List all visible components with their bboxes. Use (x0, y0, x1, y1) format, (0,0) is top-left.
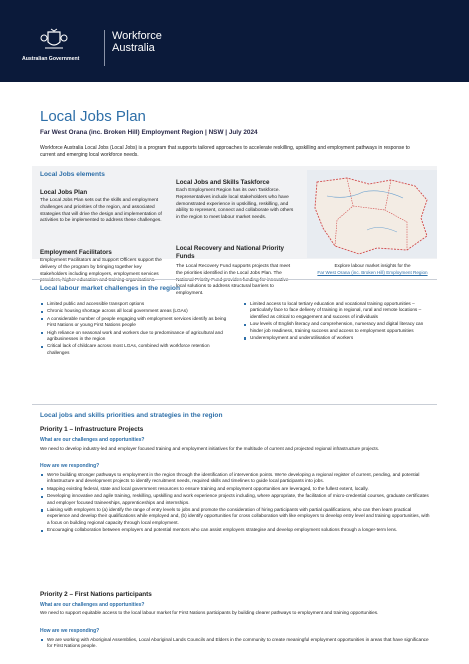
challenges-heading: Local labour market challenges in the region (40, 285, 180, 292)
list-item: Limited access to local tertiary education and vocational training opportunities – particularly face to face delivery of training in regional, rural and remote locations – identified as critical to engagement and success of individuals (243, 301, 433, 320)
brand-line-2: Australia (112, 42, 155, 54)
banner-divider (104, 30, 105, 66)
recovery-text: The Local Recovery Fund supports projects that meet the priorities identified in the Local Jobs Plan. The National Priority Fund provides funding for innovative local solutions to address structural barriers to employment. (176, 264, 291, 297)
section-divider (32, 279, 437, 280)
header-banner (0, 0, 469, 82)
challenges-list-left (40, 301, 230, 357)
map-caption-text: Explore labour market insights for the (334, 263, 411, 268)
region-map (307, 170, 437, 258)
labour-market-insights-link[interactable]: Far West Orana (inc. Broken Hill) Employment Region (317, 269, 428, 275)
taskforce-title: Local Jobs and Skills Taskforce (176, 179, 270, 186)
list-item: We're building stronger pathways to employment in the region through the identification of intervention points. We're developing a regional register of current, pending, and potential infrastructure and development projects to identify recruitment needs, required skills and timelines to guide local participants into jobs. (40, 472, 432, 485)
priority-2-response-heading: How are we responding? (40, 628, 100, 634)
government-name: Australian Government (22, 56, 80, 62)
workforce-australia-logo (112, 30, 162, 54)
priority-2-challenges-text: We need to support equitable access to the local labour market for First Nations participants by building clearer pathways to employment and training opportunities. (40, 610, 379, 615)
page-title: Local Jobs Plan (40, 108, 146, 125)
list-item: Low levels of English literacy and comprehension, numeracy and digital literacy can hinder job readiness, training success and access to employment opportunities (243, 321, 433, 334)
local-jobs-plan-title: Local Jobs Plan (40, 189, 88, 196)
list-item: Developing innovative and agile training, reskilling, upskilling and work experience projects including, where appropriate, the facilitation of micro-credential courses, graduate certificates and employer focused traineeships, apprenticeships and internships. (40, 493, 432, 506)
priority-2-title: Priority 2 – First Nations participants (40, 591, 152, 598)
list-item: Encouraging collaboration between employers and potential mentors who can assist employers strategise and develop employment solutions through a longer-term lens. (40, 527, 432, 533)
priorities-heading: Local jobs and skills priorities and strategies in the region (40, 412, 223, 419)
list-item: Underemployment and underutilisation of workers (243, 335, 433, 341)
list-item: High reliance on seasonal work and workers due to predominance of agricultural and agribusinesses in the region (40, 330, 230, 343)
page-subtitle: Far West Orana (inc. Broken Hill) Employment Region | NSW | July 2024 (40, 129, 258, 136)
list-item: We are working with Aboriginal Assemblies, Local Aboriginal Lands Councils and Elders in the community to create meaningful employment opportunities in areas that have significance for First Nations people. (40, 637, 432, 650)
elements-heading: Local Jobs elements (40, 171, 105, 178)
local-jobs-plan-text: The Local Jobs Plan sets out the skills and employment challenges and priorities of the region, and associated strategies that will drive the design and implementation of activities to be implemented to address these challenges. (40, 198, 162, 224)
facilitators-text: Employment Facilitators and Support Officers support the delivery of the program by bringing together key stakeholders including employers, employment services providers, higher education and training organisations. (40, 258, 162, 284)
list-item: Mapping existing federal, state and local government resources to ensure training and employment opportunities are leveraged, to the fullest extent, locally. (40, 486, 432, 492)
list-item: A considerable number of people engaging with employment services identify as being First Nations or young First Nations people (40, 316, 230, 329)
taskforce-text: Each Employment Region has its own Taskforce. Representatives include local stakeholders who have demonstrated experience in upskilling, reskilling, and ability to represent, connect and collaborate with others in the region to meet labour market needs. (176, 188, 294, 221)
priority-1-challenges-heading: What are our challenges and opportunities? (40, 437, 145, 443)
list-item: Chronic housing shortage across all local government areas (LGAs) (40, 308, 230, 314)
priority-2-response-list (40, 637, 432, 651)
recovery-title: Local Recovery and National Priority Funds (176, 245, 284, 260)
intro-paragraph: Workforce Australia Local Jobs (Local Jobs) is a program that supports tailored approaches to accelerate reskilling, upskilling and employment pathways in response to current and emerging local workforce needs. (40, 145, 410, 158)
map-caption (300, 263, 445, 276)
brand-line-1: Workforce (112, 30, 162, 42)
priority-1-response-heading: How are we responding? (40, 463, 100, 469)
priority-1-challenges-text: We need to develop industry-led and employer focused training and employment initiatives for the multitude of current and projected regional infrastructure projects. (40, 446, 380, 451)
facilitators-title: Employment Facilitators (40, 249, 112, 256)
priority-1-response-list (40, 472, 432, 535)
challenges-list-right (243, 301, 433, 342)
priority-1-title: Priority 1 – Infrastructure Projects (40, 426, 144, 433)
list-item: Limited public and accessible transport options (40, 301, 230, 307)
list-item: Critical lack of childcare across most LGAs, combined with workforce retention challenges (40, 343, 230, 356)
coat-of-arms-icon (40, 28, 68, 52)
section-divider (32, 404, 437, 405)
list-item: Liaising with employers to (a) identify the range of entry levels to jobs and promote the consideration of hiring participants with partial qualifications, who can then learn practical experience and develop their qualifications while employed and, (b) identify opportunities for cross collaboration with like employers to develop entry level and training opportunities, with a focus on building regional capacity through local employment. (40, 507, 432, 526)
priority-2-challenges-heading: What are our challenges and opportunities? (40, 602, 145, 608)
